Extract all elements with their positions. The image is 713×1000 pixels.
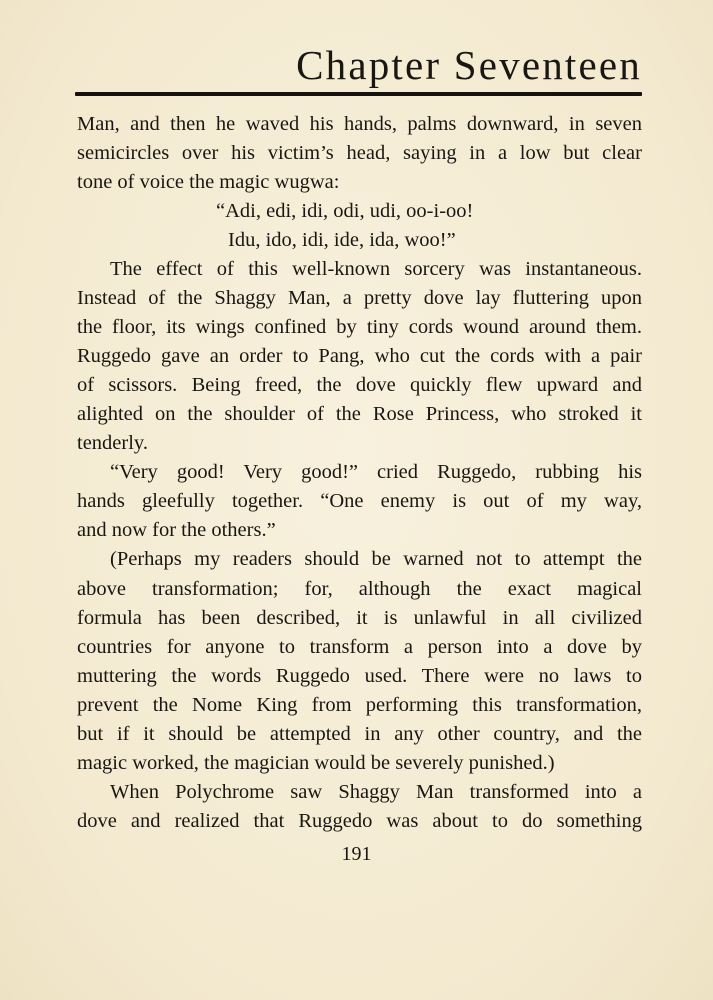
header-rule (75, 92, 642, 96)
text-line: the floor, its wings confined by tiny cords wound around them. (77, 316, 642, 339)
text-line: When Polychrome saw Shaggy Man transformed into a (110, 780, 642, 803)
text-line: dove and realized that Ruggedo was about to do something (77, 809, 642, 832)
text-line: above transformation; for, although the exact magical (77, 577, 642, 600)
text-line: Ruggedo gave an order to Pang, who cut the cords with a pair (77, 345, 642, 368)
verse-line: “Adi, edi, idi, odi, udi, oo-i-oo! (216, 200, 474, 223)
text-line: tenderly. (77, 432, 148, 455)
text-line: The effect of this well-known sorcery was instantaneous. (110, 258, 642, 281)
text-line: Man, and then he waved his hands, palms downward, in seven (77, 113, 642, 135)
text-line: alighted on the shoulder of the Rose Princess, who stroked it (77, 403, 642, 426)
text-line: formula has been described, it is unlawful in all civilized (77, 606, 642, 629)
text-line: tone of voice the magic wugwa: (77, 171, 340, 194)
text-line: muttering the words Ruggedo used. There were no laws to (77, 664, 642, 687)
text-line: Instead of the Shaggy Man, a pretty dove lay fluttering upon (77, 287, 642, 310)
page-body-text (77, 110, 642, 836)
text-line: “Very good! Very good!” cried Ruggedo, rubbing his (110, 461, 642, 484)
text-line: (Perhaps my readers should be warned not to attempt the (110, 548, 642, 571)
text-line: of scissors. Being freed, the dove quickly flew upward and (77, 374, 642, 397)
text-line: hands gleefully together. “One enemy is out of my way, (77, 490, 642, 513)
text-line: semicircles over his victim’s head, saying in a low but clear (77, 142, 642, 165)
text-line: countries for anyone to transform a person into a dove by (77, 635, 642, 658)
text-line: and now for the others.” (77, 519, 276, 542)
text-line: magic worked, the magician would be severely punished.) (77, 751, 555, 774)
text-line: but if it should be attempted in any other country, and the (77, 722, 642, 745)
text-line: prevent the Nome King from performing this transformation, (77, 693, 642, 716)
chapter-title: Chapter Seventeen (296, 42, 642, 88)
page-number: 191 (341, 843, 372, 865)
verse-line: Idu, ido, idi, ide, ida, woo!” (228, 229, 456, 252)
